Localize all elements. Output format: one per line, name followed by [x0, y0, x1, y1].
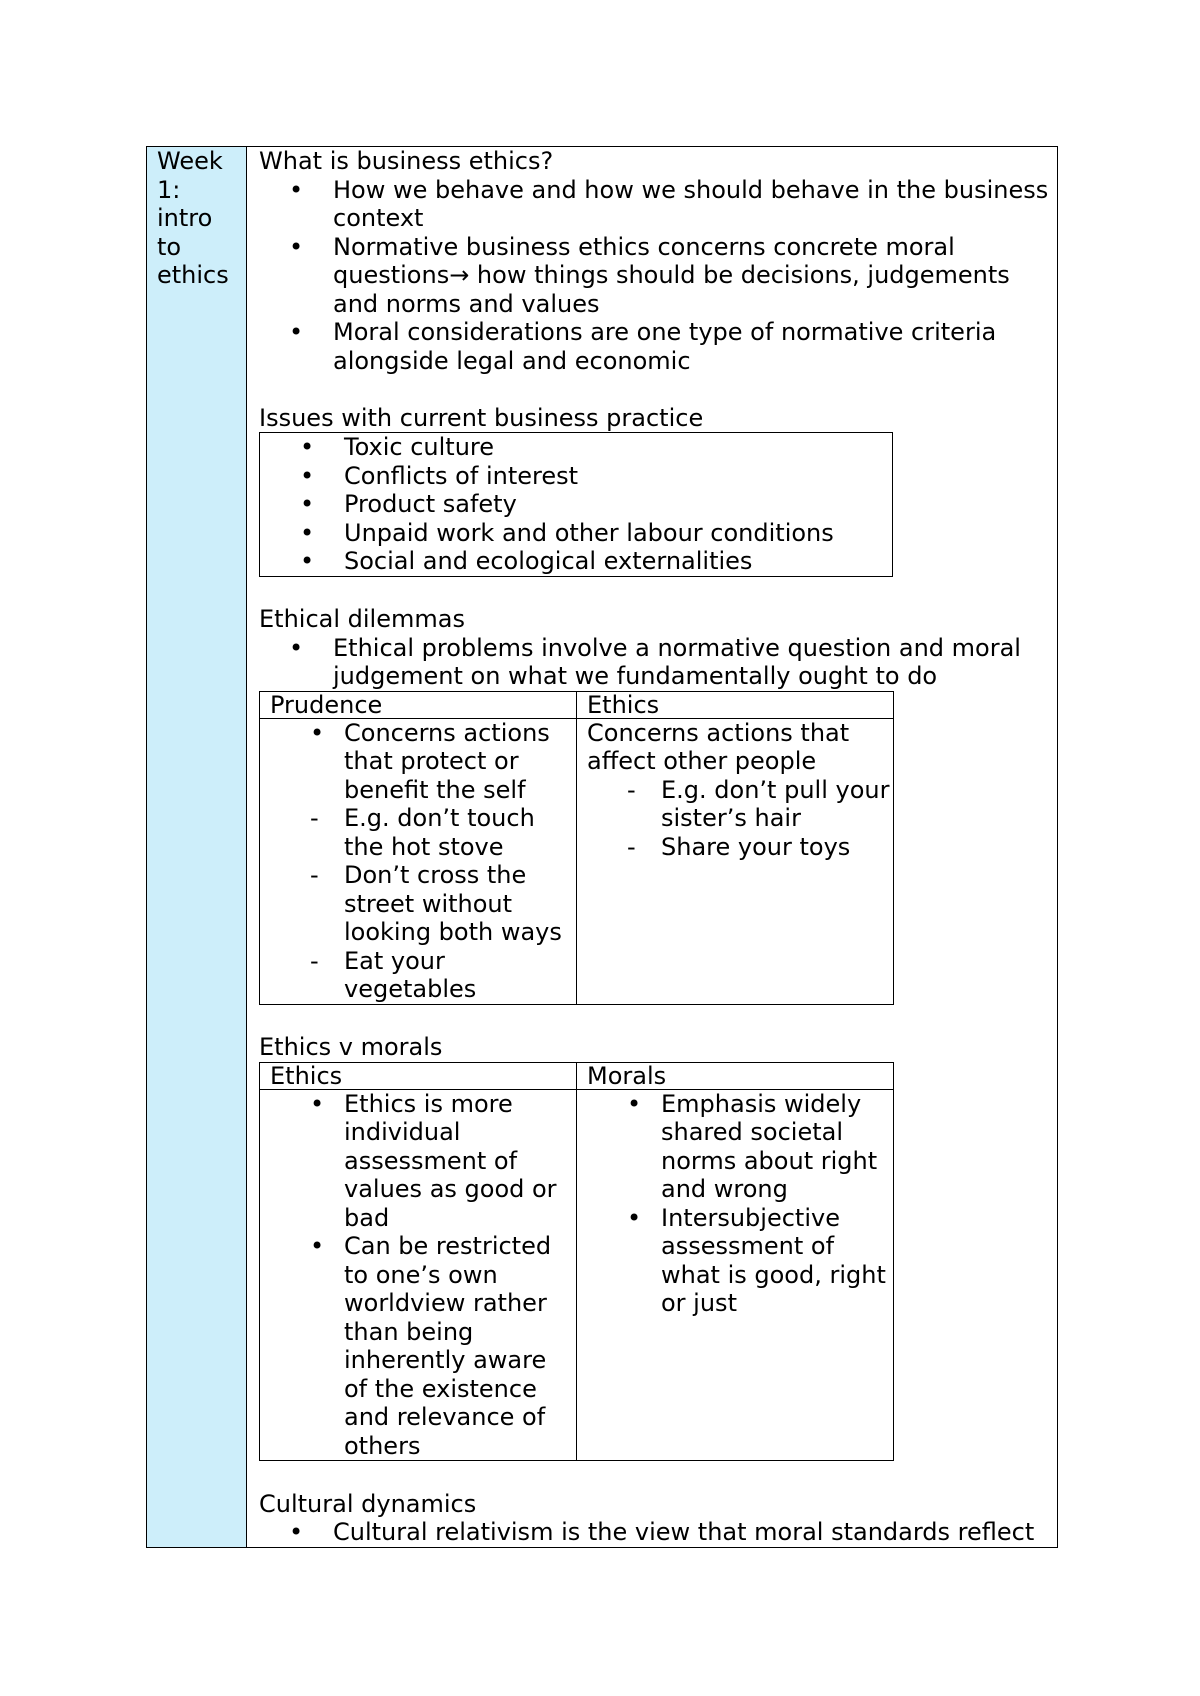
list-item: • Concerns actions that protect or benefit the self — [310, 718, 550, 804]
prudence-ethics-table — [259, 691, 894, 1005]
list-item: • Normative business ethics concerns concrete moral questions→ how things should be decisions, judgements and norms and values — [289, 232, 1010, 318]
list-item: - E.g. don’t touch the hot stove — [310, 804, 535, 861]
list-item: • Ethical problems involve a normative question and moral judgement on what we fundamentally ought to do — [289, 633, 1021, 690]
list-item: • Toxic culture — [300, 433, 495, 461]
ethics-cell — [260, 1089, 577, 1461]
section-heading-dilemmas: Ethical dilemmas — [259, 605, 465, 633]
list-item: • Moral considerations are one type of normative criteria alongside legal and economic — [289, 318, 997, 375]
list-item: • Emphasis widely shared societal norms about right and wrong — [627, 1089, 878, 1203]
list-item: • Social and ecological externalities — [300, 547, 753, 575]
week-label: Week 1: intro to ethics — [157, 147, 229, 289]
ethics-intro: Concerns actions that affect other people — [587, 718, 850, 775]
prudence-cell — [260, 718, 577, 1004]
list-item: • Cultural relativism is the view that moral standards reflect — [289, 1518, 1035, 1546]
column-header-morals: Morals — [577, 1062, 894, 1089]
dilemmas-list — [259, 634, 1049, 691]
list-item: • Intersubjective assessment of what is good, right or just — [627, 1203, 886, 1317]
list-item: • Can be restricted to one’s own worldview rather than being inherently aware of the existence and relevance of others — [310, 1232, 552, 1460]
section-heading-cultural-dynamics: Cultural dynamics — [259, 1489, 477, 1518]
week-column — [147, 147, 247, 1547]
morals-cell — [577, 1089, 894, 1461]
list-item: - E.g. don’t pull your sister’s hair — [627, 775, 890, 832]
business-ethics-list — [259, 176, 1049, 376]
column-header-prudence: Prudence — [260, 691, 577, 718]
list-item: - Eat your vegetables — [310, 946, 477, 1003]
section-heading-ethics-v-morals: Ethics v morals — [259, 1033, 443, 1061]
cultural-dynamics-list — [259, 1518, 1049, 1547]
list-item: • Conflicts of interest — [300, 461, 579, 490]
issues-list — [260, 433, 892, 576]
list-item: • Unpaid work and other labour conditions — [300, 518, 834, 547]
list-item: • Ethics is more individual assessment of values as good or bad — [310, 1089, 557, 1232]
section-heading-business-ethics: What is business ethics? — [259, 147, 554, 175]
issues-box — [259, 432, 893, 577]
column-header-ethics: Ethics — [577, 691, 894, 718]
list-item: • Product safety — [300, 490, 517, 518]
column-header-ethics: Ethics — [260, 1062, 577, 1089]
list-item: - Share your toys — [627, 832, 851, 861]
notes-table — [146, 146, 1058, 1548]
section-heading-issues: Issues with current business practice — [259, 403, 704, 432]
ethics-cell — [577, 718, 894, 1004]
ethics-morals-table — [259, 1062, 894, 1462]
list-item: • How we behave and how we should behave in the business context — [289, 175, 1049, 232]
list-item: - Don’t cross the street without looking both ways — [310, 861, 562, 946]
notes-content — [259, 147, 1049, 1547]
